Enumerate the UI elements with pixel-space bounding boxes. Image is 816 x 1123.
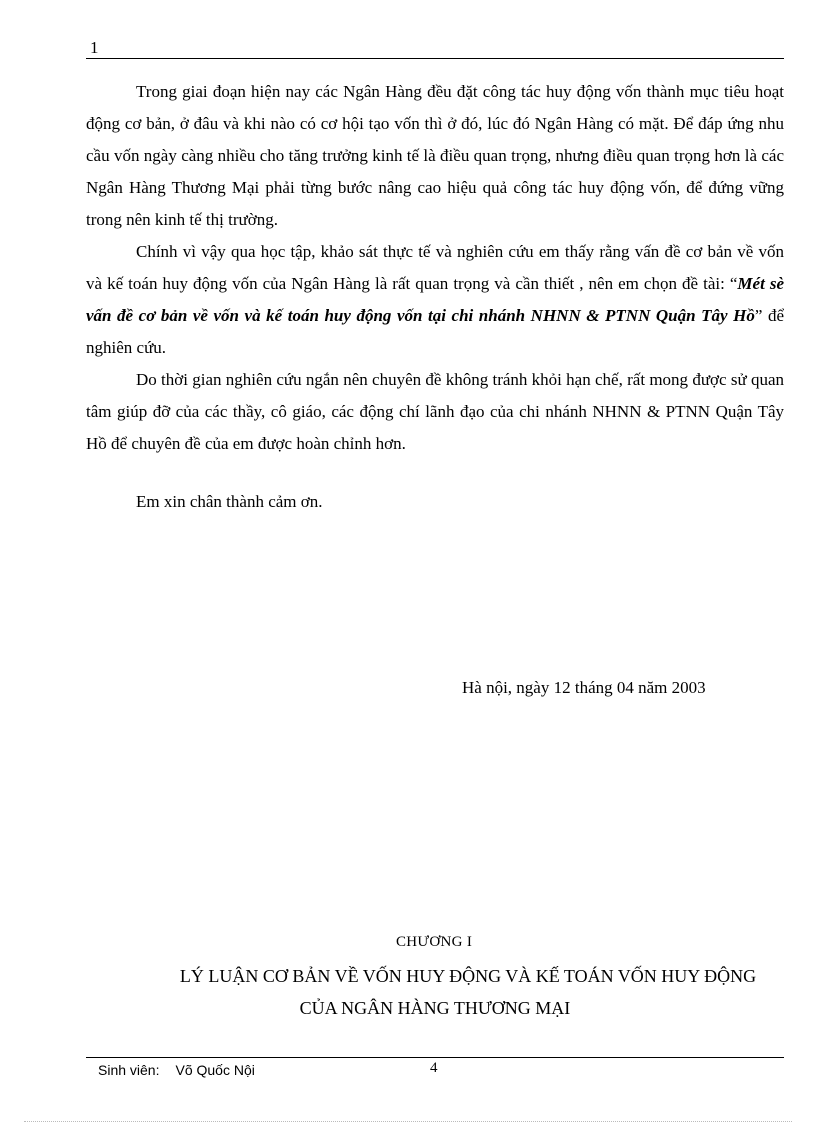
document-body (86, 76, 784, 460)
chapter-title (86, 960, 784, 1024)
paragraph-topic (86, 236, 784, 364)
chapter-title-line-1: LÝ LUẬN CƠ BẢN VỀ VỐN HUY ĐỘNG VÀ KẾ TOÁN VỐN HUY ĐỘNG (179, 966, 757, 986)
author-name: Võ Quốc Nội (175, 1062, 255, 1078)
chapter-title-line-2: CỦA NGÂN HÀNG THƯƠNG MẠI (299, 998, 571, 1018)
chapter-label: CHƯƠNG I (396, 934, 473, 950)
footer-page-number: 4 (430, 1060, 438, 1076)
footer-author (98, 1062, 255, 1078)
thanks-line: Em xin chân thành cảm ơn. (136, 492, 323, 511)
header-page-marker: 1 (90, 38, 99, 57)
footer-divider (86, 1057, 784, 1058)
page-edge (24, 1121, 792, 1122)
author-label: Sinh viên: (98, 1062, 160, 1078)
dateline: Hà nội, ngày 12 tháng 04 năm 2003 (462, 678, 706, 697)
header-divider (86, 58, 784, 59)
paragraph-acknowledgement: Do thời gian nghiên cứu ngắn nên chuyên đề không tránh khỏi hạn chế, rất mong được sử quan tâm giúp đỡ của các thầy, cô giáo, các động chí lãnh đạo của chi nhánh NHNN & PTNN Quận Tây Hồ để chuyên đề của em được hoàn chỉnh hơn. (86, 370, 784, 453)
topic-title: Mét sè vấn đề cơ bản về vốn và kế toán huy động vốn tại chi nhánh NHNN & PTNN Quận Tây Hồ (86, 274, 784, 325)
topic-lead-text: Chính vì vậy qua học tập, khảo sát thực tế và nghiên cứu em thấy rằng vấn đề cơ bản về vốn và kế toán huy động vốn của Ngân Hàng là rất quan trọng và cần thiết , nên em chọn đề tài: “ (86, 242, 784, 293)
paragraph-intro: Trong giai đoạn hiện nay các Ngân Hàng đều đặt công tác huy động vốn thành mục tiêu hoạt động cơ bản, ở đâu và khi nào có cơ hội tạo vốn thì ở đó, lúc đó Ngân Hàng có mặt. Để đáp ứng nhu cầu vốn ngày càng nhiều cho tăng trưởng kinh tế là điều quan trọng, nhưng điều quan trọng hơn là các Ngân Hàng Thương Mại phải từng bước nâng cao hiệu quả công tác huy động vốn, để đứng vững trong nên kinh tế thị trường. (86, 82, 784, 229)
topic-tail-text: ” để nghiên cứu. (86, 306, 784, 357)
